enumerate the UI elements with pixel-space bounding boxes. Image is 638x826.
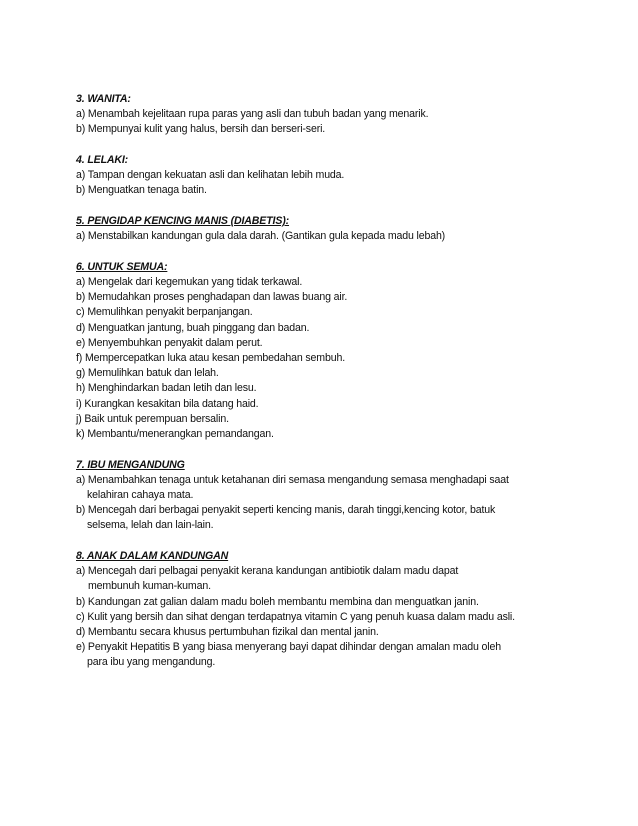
list-item-text: a) Mencegah dari pelbagai penyakit kerana kandungan antibiotik dalam madu dapat bbox=[76, 565, 459, 578]
list-item: g) Memulihkan batuk dan lelah. bbox=[76, 367, 219, 380]
list-item: c) Memulihkan penyakit berpanjangan. bbox=[76, 306, 253, 319]
section-diabetis bbox=[76, 214, 576, 244]
list-item: a) Mengelak dari kegemukan yang tidak terkawal. bbox=[76, 276, 303, 288]
list-item-continuation: kelahiran cahaya mata. bbox=[87, 489, 194, 502]
list-item-continuation: para ibu yang mengandung. bbox=[87, 656, 216, 669]
list-item-continuation: membunuh kuman-kuman. bbox=[88, 580, 211, 593]
section-heading: 6. UNTUK SEMUA: bbox=[76, 260, 168, 273]
section-heading: 3. WANITA: bbox=[76, 93, 131, 105]
list-item: k) Membantu/menerangkan pemandangan. bbox=[76, 428, 274, 441]
list-item: b) Mempunyai kulit yang halus, bersih dan berseri-seri. bbox=[76, 123, 326, 136]
list-item: d) Membantu secara khusus pertumbuhan fizikal dan mental janin. bbox=[76, 626, 379, 639]
list-item: e) Menyembuhkan penyakit dalam perut. bbox=[76, 336, 263, 349]
list-item: j) Baik untuk perempuan bersalin. bbox=[76, 412, 229, 425]
list-item-text: b) Mencegah dari berbagai penyakit seperti kencing manis, darah tinggi,kencing kotor, batuk bbox=[76, 504, 496, 517]
section-ibu-mengandung bbox=[76, 458, 576, 534]
list-item: f) Mempercepatkan luka atau kesan pembedahan sembuh. bbox=[76, 352, 345, 365]
list-item: d) Menguatkan jantung, buah pinggang dan badan. bbox=[76, 321, 310, 334]
section-heading: 5. PENGIDAP KENCING MANIS (DIABETIS): bbox=[76, 215, 290, 227]
list-item bbox=[76, 564, 576, 594]
section-lelaki bbox=[76, 153, 576, 199]
list-item bbox=[76, 503, 576, 533]
list-item: a) Menstabilkan kandungan gula dala darah. (Gantikan gula kepada madu lebah) bbox=[76, 230, 446, 243]
section-heading: 7. IBU MENGANDUNG bbox=[76, 458, 185, 471]
list-item: b) Menguatkan tenaga batin. bbox=[76, 184, 207, 197]
list-item-continuation: selsema, lelah dan lain-lain. bbox=[87, 519, 214, 532]
list-item bbox=[76, 640, 576, 670]
section-wanita bbox=[76, 92, 576, 138]
list-item: c) Kulit yang bersih dan sihat dengan terdapatnya vitamin C yang penuh kuasa dalam madu asli. bbox=[76, 610, 515, 623]
list-item: b) Kandungan zat galian dalam madu boleh membantu membina dan menguatkan janin. bbox=[76, 595, 479, 608]
list-item: a) Menambah kejelitaan rupa paras yang asli dan tubuh badan yang menarik. bbox=[76, 108, 429, 121]
list-item: a) Tampan dengan kekuatan asli dan kelihatan lebih muda. bbox=[76, 169, 345, 182]
list-item-text: a) Menambahkan tenaga untuk ketahanan diri semasa mengandung semasa menghadapi saat bbox=[76, 473, 509, 486]
list-item: h) Menghindarkan badan letih dan lesu. bbox=[76, 382, 257, 395]
list-item-text: e) Penyakit Hepatitis B yang biasa menyerang bayi dapat dihindar dengan amalan madu oleh bbox=[76, 641, 501, 654]
list-item: i) Kurangkan kesakitan bila datang haid. bbox=[76, 397, 259, 410]
document-page bbox=[76, 92, 576, 686]
section-heading: 4. LELAKI: bbox=[76, 154, 129, 166]
section-untuk-semua bbox=[76, 260, 576, 442]
section-anak-dalam-kandungan bbox=[76, 549, 576, 671]
list-item: b) Memudahkan proses penghadapan dan lawas buang air. bbox=[76, 291, 348, 304]
list-item bbox=[76, 473, 576, 503]
section-heading: 8. ANAK DALAM KANDUNGAN bbox=[76, 550, 229, 563]
